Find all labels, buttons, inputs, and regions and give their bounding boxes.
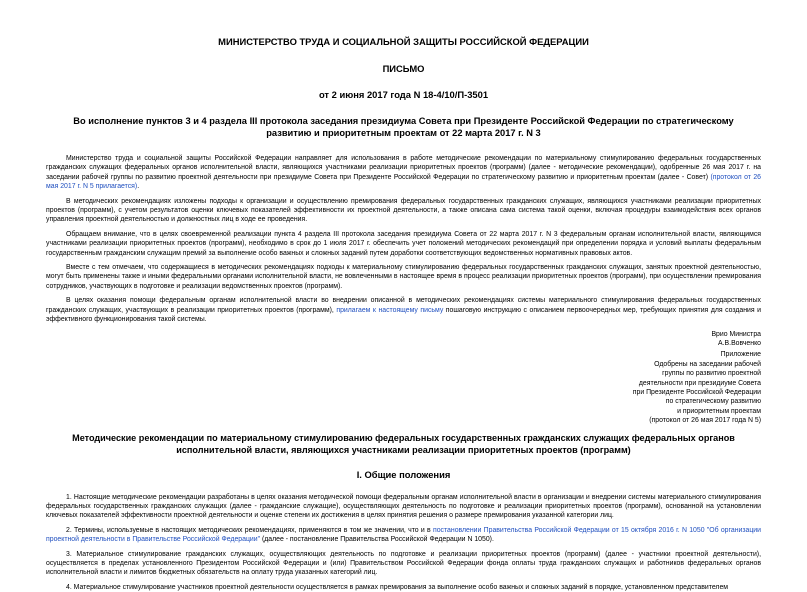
paragraph-text: пошаговую инструкцию с описанием первоочередных мер, требующих принятия для создания и эффективного функционирования такой системы. xyxy=(46,306,762,324)
document-type: ПИСЬМО xyxy=(382,63,425,74)
approval-line: при Президенте Российской Федерации xyxy=(632,388,761,396)
paragraph-text: 2. Термины, используемые в настоящих методических рекомендациях, применяются в том же значении, что и в xyxy=(66,526,433,534)
paragraph: Вместе с тем отмечаем, что содержащиеся в методических рекомендациях подходы к материальному стимулированию федеральных государственных гражданских служащих, занятых проектной деятельностью, могут быть применены также и иными федеральными органами исполнительной власти, не вовлеченными в настоящее время в процесс реализации приоритетных проектов (программ), при осуществлении премирования сотрудников, участвующих в подготовке и реализации ведомственных проектов (программ). xyxy=(46,264,761,290)
paragraph: 1. Настоящие методические рекомендации разработаны в целях оказания методической помощи федеральным органам исполнительной власти в организации и внедрении системы материального стимулирования федеральных государственных гражданских служащих (далее - гражданские служащие), осуществляющих деятельность по подготовке и реализации приоритетных проектов (программ), основанной на установлении ключевых показателей эффективности проектной деятельности и оценке степени их достижения в целях принятия решения о размере премирования указанной категории лиц. xyxy=(46,493,761,520)
paragraph: Обращаем внимание, что в целях своевременной реализации пункта 4 раздела III протокола заседания президиума Совета от 22 марта 2017 г. N 3 федеральным органам исполнительной власти, являющимся участниками реализации приоритетных проектов (программ), необходимо в срок до 1 июля 2017 г. обеспечить учет положений методических рекомендаций при определении порядка и условий выплаты федеральным государственным гражданским служащим премий за выполнение особо важных и сложных заданий путем доработки соответствующих ведомственных нормативных правовых актов. xyxy=(46,230,761,257)
paragraph xyxy=(46,526,761,545)
letter-body xyxy=(46,154,761,325)
ministry-heading: МИНИСТЕРСТВО ТРУДА И СОЦИАЛЬНОЙ ЗАЩИТЫ РОССИЙСКОЙ ФЕДЕРАЦИИ xyxy=(218,36,589,47)
paragraph-text: Министерство труда и социальной защиты Российской Федерации направляет для использования в работе методические рекомендации по материальному стимулированию федеральных государственных гражданских служащих федеральных органов исполнительной власти, являющихся участниками реализации приоритетных проектов (программ) (далее - методические рекомендации), одобренные 26 мая 2017 г. на заседании рабочей группы по развитию проектной деятельности при президиуме Совета при Президенте Российской Федерации по стратегическому развитию и приоритетным проектам (далее - Совет) xyxy=(46,155,761,181)
approval-line: группы по развитию проектной xyxy=(662,370,761,378)
paragraph: 4. Материальное стимулирование участников проектной деятельности осуществляется в рамках премирования за выполнение особо важных и сложных заданий в порядке, установленном представителем xyxy=(66,583,729,591)
signer-position: Врио Министра xyxy=(711,330,761,338)
recommendations-title: Методические рекомендации по материальному стимулированию федеральных государственных гражданских служащих федеральных органов исполнительной власти, являющихся участниками реализации приоритетных проектов (программ) xyxy=(72,432,735,455)
signature-block xyxy=(46,330,761,349)
approval-block xyxy=(46,350,761,425)
paragraph: 3. Материальное стимулирование гражданских служащих, осуществляющих деятельность по подготовке и реализации приоритетных проектов (программ) (далее - участники проектной деятельности), осуществляется в пределах установленного Президентом Российской Федерации и (или) Правительством Российской Федерации фонда оплаты труда гражданских служащих и работников федеральных органов исполнительной власти и лимитов бюджетных обязательств на оплату труда указанных категорий лиц. xyxy=(46,550,761,577)
approval-line: по стратегическому развитию xyxy=(665,398,761,406)
approval-line: и приоритетным проектам xyxy=(677,407,761,415)
paragraph: В методических рекомендациях изложены подходы к организации и осуществлению премирования федеральных государственных гражданских служащих, являющихся участниками реализации приоритетных проектов (программ), с учетом результатов оценки ключевых показателей эффективности их проектной деятельности, а также описана сама система такой оценки, включая процедуры взаимодействия всех органов управления проектной деятельностью и должностных лиц в ходе ее проведения. xyxy=(46,197,761,224)
paragraph xyxy=(46,154,761,192)
protocol-link[interactable]: (протокол от 26 мая 2017 г. N 5 прилагается) xyxy=(46,173,762,191)
resolution-link[interactable]: постановлении Правительства Российской Федерации от 15 октября 2016 г. N 1050 "Об организации проектной деятельности в Правительстве Российской Федерации" xyxy=(46,526,761,544)
recommendations-body xyxy=(46,493,761,592)
document-subject: Во исполнение пунктов 3 и 4 раздела III протокола заседания президиума Совета при Президенте Российской Федерации по стратегическому развитию и приоритетным проектам от 22 марта 2017 г. N 3 xyxy=(73,116,734,138)
paragraph xyxy=(46,296,761,324)
attachment-link[interactable]: прилагаем к настоящему письму xyxy=(336,306,444,314)
paragraph-text: . xyxy=(137,183,140,191)
approval-line: Приложение xyxy=(720,351,761,359)
approval-line: (протокол от 26 мая 2017 года N 5) xyxy=(649,417,761,425)
approval-line: деятельности при президиуме Совета xyxy=(638,379,761,387)
paragraph-text: (далее - постановление Правительства Российской Федерации N 1050). xyxy=(260,536,494,544)
document-date-number: от 2 июня 2017 года N 18-4/10/П-3501 xyxy=(318,89,489,100)
paragraph-text: В целях оказания помощи федеральным органам исполнительной власти во внедрении описанной в методических рекомендациях системы материального стимулирования федеральных государственных гражданских служащих, участвующих в реализации приоритетных проектов (программ), xyxy=(46,297,761,314)
section-title: I. Общие положения xyxy=(356,468,451,480)
signer-name: А.В.Вовченко xyxy=(718,339,761,347)
approval-line: Одобрены на заседании рабочей xyxy=(654,360,761,368)
